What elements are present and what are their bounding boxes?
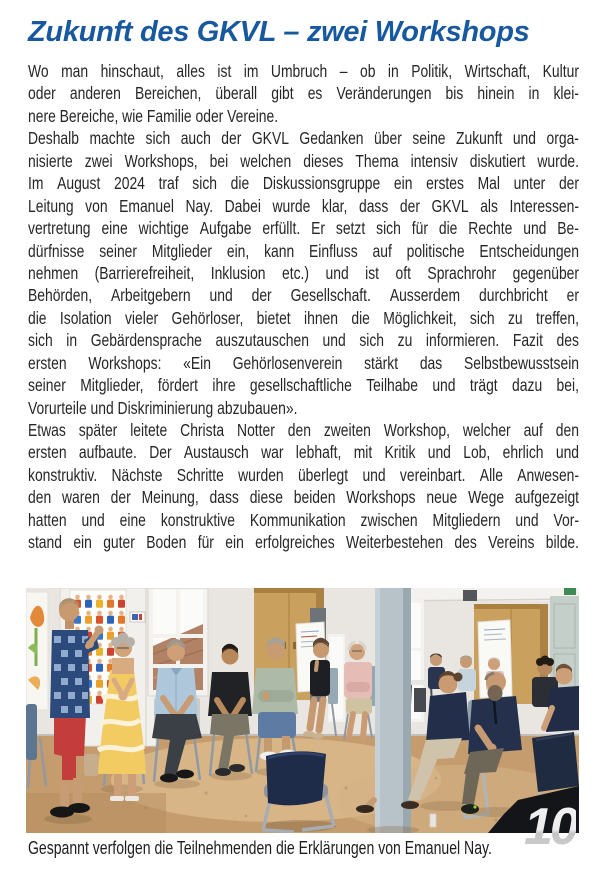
article-line: nisierte zwei Workshops, bei welchen dieses Thema intensiv diskutiert wurde. <box>28 150 580 171</box>
signing-hand <box>86 640 94 648</box>
article-line: konstruktiv. Nächste Schritte wurden überlegt und vereinbart. Alle Anwesen- <box>28 464 580 485</box>
article-line: nere Bereiche, wie Familie oder Vereine. <box>28 105 279 126</box>
article-line: Behörden, Arbeitgebern und der Gesellschaft. Ausserdem durchbricht er <box>28 285 579 306</box>
sticker <box>130 612 145 622</box>
page-number: 10 <box>524 798 576 856</box>
article-line: Im August 2024 traf sich die Diskussionsgruppe ein erstes Mal unter der <box>28 173 580 194</box>
article-line: stand ein guter Boden für ein erfolgreiches Weiterbestehen des Vereins bilde. <box>28 532 580 553</box>
article-line: sich in Gebärdensprache auszutauschen und sich zu informieren. Fazit des <box>28 330 579 351</box>
article-line: Wo man hinschaut, alles ist im Umbruch – ob in Politik, Wirtschaft, Kultur <box>28 61 579 81</box>
article-line: dürfnisse seiner Mitglieder ein, kann Einfluss auf politische Entscheidungen <box>28 240 579 261</box>
article-line: vertretung eine wichtige Aufgabe erfüllt. Er setzt sich für die Rechte und Be- <box>28 218 579 239</box>
article-line: Leitung von Emanuel Nay. Dabei wurde klar, dass der GKVL als Interessen- <box>28 195 580 216</box>
photo-caption: Gespannt verfolgen die Teilnehmenden die Erklärungen von Emanuel Nay. <box>28 838 492 858</box>
article-line: nehmen (Barrierefreiheit, Inklusion etc.) und ist oft Sprachrohr gegenüber <box>28 262 580 283</box>
page-title: Zukunft des GKVL – zwei Workshops <box>28 16 530 48</box>
article-line: Etwas später leitete Christa Notter den zweiten Workshop, welcher auf den <box>28 420 579 440</box>
workshop-photo-illustration <box>26 588 579 833</box>
article-line: ersten aufbaute. Der Austausch war lebhaft, mit Kritik und Lob, ehrlich und <box>28 442 580 463</box>
bag <box>84 754 99 776</box>
children-drawing <box>26 592 48 710</box>
article-line: den waren der Meinung, dass diese beiden Workshops neue Wege aufgezeigt <box>28 487 580 508</box>
water-glass <box>430 814 436 827</box>
exit-sign <box>564 588 576 595</box>
wall-speaker <box>463 590 477 601</box>
article-line: seiner Mitglieder, fördert ihre gesellschaftliche Teilhabe und trägt dazu bei, <box>28 375 579 396</box>
article-body <box>28 60 579 554</box>
article-line: die Isolation vieler Gehörloser, bietet ihnen die Möglichkeit, sich zu treffen, <box>28 307 579 328</box>
article-line: oder anderen Bereichen, überall gibt es Veränderungen bis hinein in klei- <box>28 83 579 104</box>
article-line: ersten Workshops: «Ein Gehörlosenverein stärkt das Selbstbewusstsein <box>28 352 580 373</box>
article-line: hatten und eine konstruktive Kommunikation zwischen Mitgliedern und Vor- <box>28 509 579 530</box>
article-line: Deshalb machte sich auch der GKVL Gedanken über seine Zukunft und orga- <box>28 128 579 149</box>
article-line: Vorurteile und Diskriminierung abzubauen». <box>28 397 298 418</box>
signing-hand <box>95 626 104 635</box>
workshop-photo <box>26 588 579 833</box>
